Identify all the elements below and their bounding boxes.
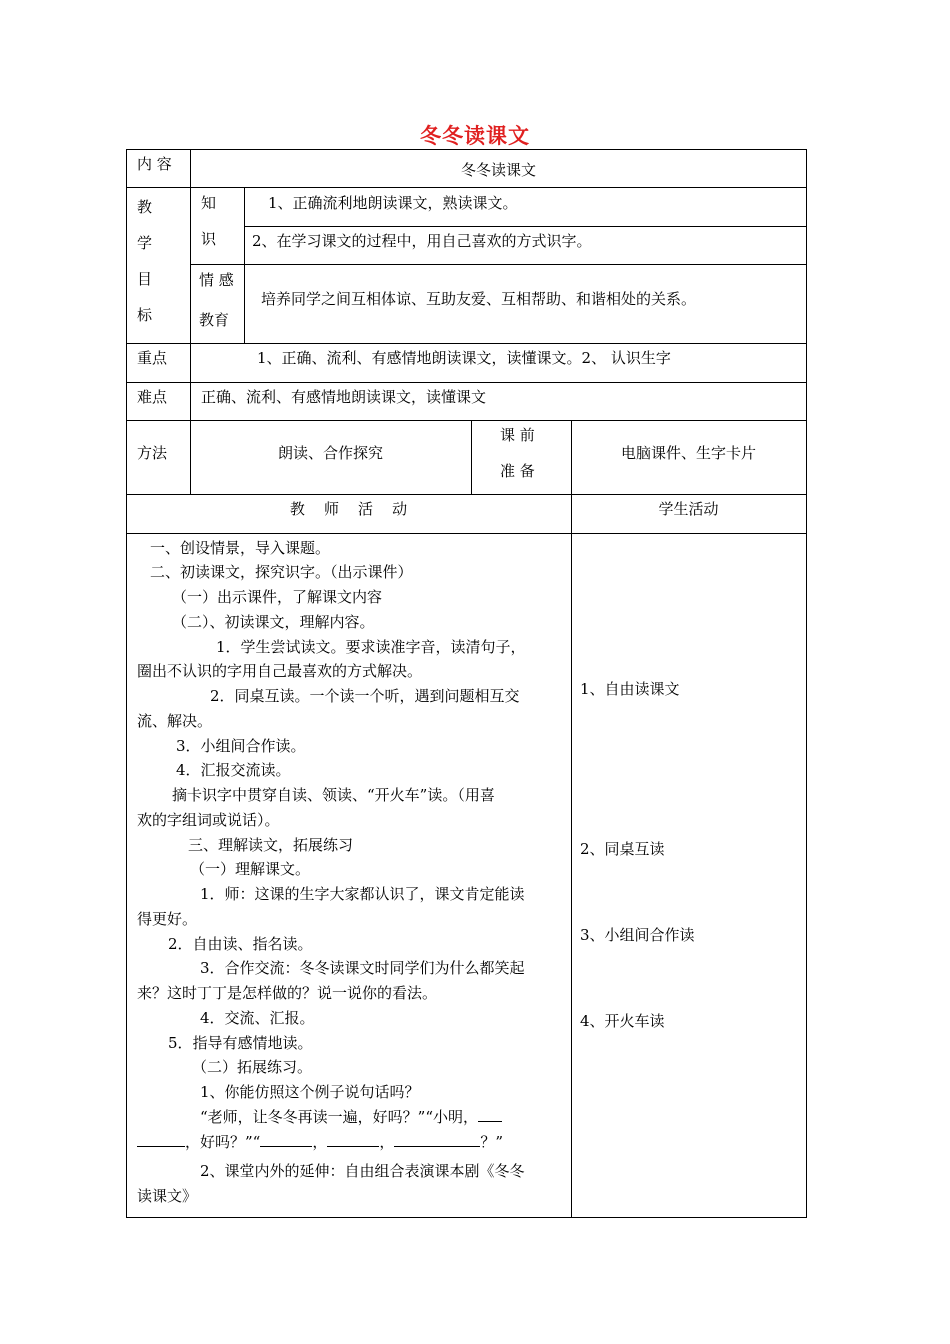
teacher-line: 4．汇报交流读。 bbox=[176, 761, 291, 779]
method-value: 朗读、合作探究 bbox=[277, 444, 383, 462]
student-line: 1、自由读课文 bbox=[580, 680, 680, 698]
teacher-line: 4．交流、汇报。 bbox=[200, 1009, 315, 1027]
teacher-line: 1．学生尝试读文。要求读准字音，读清句子， bbox=[216, 638, 526, 656]
objectives-label-2: 学 bbox=[137, 234, 153, 252]
teacher-line: 三、理解读文，拓展练习 bbox=[188, 836, 354, 854]
difficulties-value: 正确、流利、有感情地朗读课文，读懂课文 bbox=[201, 388, 487, 406]
teacher-line: 二、初读课文，探究识字。（出示课件） bbox=[150, 563, 413, 581]
teacher-line: 3．小组间合作读。 bbox=[176, 737, 306, 755]
teacher-activity-header: 教 师 活 动 bbox=[289, 500, 408, 518]
emotion-label-2: 教育 bbox=[199, 311, 230, 329]
teacher-line: （一）理解课文。 bbox=[190, 860, 311, 878]
key-points-label: 重点 bbox=[137, 349, 168, 367]
teacher-line: 一、创设情景，导入课题。 bbox=[150, 539, 331, 557]
teacher-line: 1、你能仿照这个例子说句话吗？ bbox=[200, 1083, 420, 1101]
objectives-label-3: 目 bbox=[137, 270, 153, 288]
prep-label-2: 准 备 bbox=[500, 462, 535, 480]
key-points-value: 1、正确、流利、有感情地朗读课文，读懂课文。2、 认识生字 bbox=[257, 349, 671, 367]
content-label: 内 容 bbox=[137, 155, 172, 173]
teacher-line: 摘卡识字中贯穿自读、领读、“开火车”读。（用喜 bbox=[172, 786, 495, 804]
teacher-line: 1．师：这课的生字大家都认识了，课文肯定能读 bbox=[200, 885, 525, 903]
content-value: 冬冬读课文 bbox=[460, 161, 536, 179]
knowledge-label-1: 知 bbox=[201, 194, 217, 212]
student-activity-header: 学生活动 bbox=[658, 500, 719, 518]
example-sentence-line-2 bbox=[137, 1132, 503, 1152]
student-line: 3、小组间合作读 bbox=[580, 926, 695, 944]
example-sentence-comma: ， bbox=[379, 1133, 395, 1151]
teacher-line: 2、课堂内外的延伸：自由组合表演课本剧《冬冬 bbox=[200, 1162, 525, 1180]
prep-value: 电脑课件、生字卡片 bbox=[620, 444, 756, 462]
knowledge-item-1: 1、正确流利地朗读课文，熟读课文。 bbox=[268, 194, 518, 212]
teacher-line: 圈出不认识的字用自己最喜欢的方式解决。 bbox=[137, 662, 423, 680]
example-sentence-part1: “老师，让冬冬再读一遍，好吗？”“小明， bbox=[200, 1108, 479, 1126]
prep-label-1: 课 前 bbox=[500, 426, 535, 444]
teacher-line: （二）、初读课文，理解内容。 bbox=[172, 613, 375, 631]
teacher-line: 欢的字组词或说话）。 bbox=[137, 811, 280, 829]
answer-blank[interactable] bbox=[327, 1132, 379, 1147]
teacher-line: 来？这时丁丁是怎样做的？说一说你的看法。 bbox=[137, 984, 438, 1002]
answer-blank[interactable] bbox=[478, 1107, 502, 1122]
teacher-line: （一）出示课件，了解课文内容 bbox=[172, 588, 383, 606]
teacher-line: （二）拓展练习。 bbox=[192, 1058, 313, 1076]
document-title: 冬冬读课文 bbox=[420, 124, 530, 148]
knowledge-item-2: 2、在学习课文的过程中，用自己喜欢的方式识字。 bbox=[252, 232, 592, 250]
emotion-value: 培养同学之间互相体谅、互助友爱、互相帮助、和谐相处的关系。 bbox=[261, 290, 697, 308]
student-line: 2、同桌互读 bbox=[580, 840, 665, 858]
teacher-line: 读课文》 bbox=[137, 1187, 198, 1205]
method-label: 方法 bbox=[137, 444, 168, 462]
answer-blank[interactable] bbox=[260, 1132, 312, 1147]
teacher-line: 流、解决。 bbox=[137, 712, 213, 730]
example-sentence-part2: ，好吗？”“ bbox=[185, 1133, 261, 1151]
example-sentence-part3: ？” bbox=[480, 1133, 504, 1151]
teacher-line: 2．自由读、指名读。 bbox=[168, 935, 313, 953]
student-line: 4、开火车读 bbox=[580, 1012, 665, 1030]
example-sentence-comma: ， bbox=[312, 1133, 328, 1151]
teacher-line: 3．合作交流：冬冬读课文时同学们为什么都笑起 bbox=[200, 959, 525, 977]
emotion-label-1: 情 感 bbox=[199, 271, 234, 289]
teacher-line: 2．同桌互读。一个读一个听，遇到问题相互交 bbox=[210, 687, 520, 705]
objectives-label-4: 标 bbox=[137, 306, 153, 324]
objectives-label-1: 教 bbox=[137, 198, 153, 216]
knowledge-label-2: 识 bbox=[201, 230, 217, 248]
teacher-line: 5．指导有感情地读。 bbox=[168, 1034, 313, 1052]
example-sentence-line-1 bbox=[200, 1107, 502, 1127]
difficulties-label: 难点 bbox=[137, 388, 168, 406]
answer-blank[interactable] bbox=[137, 1132, 185, 1147]
teacher-line: 得更好。 bbox=[137, 910, 198, 928]
answer-blank[interactable] bbox=[394, 1132, 480, 1147]
